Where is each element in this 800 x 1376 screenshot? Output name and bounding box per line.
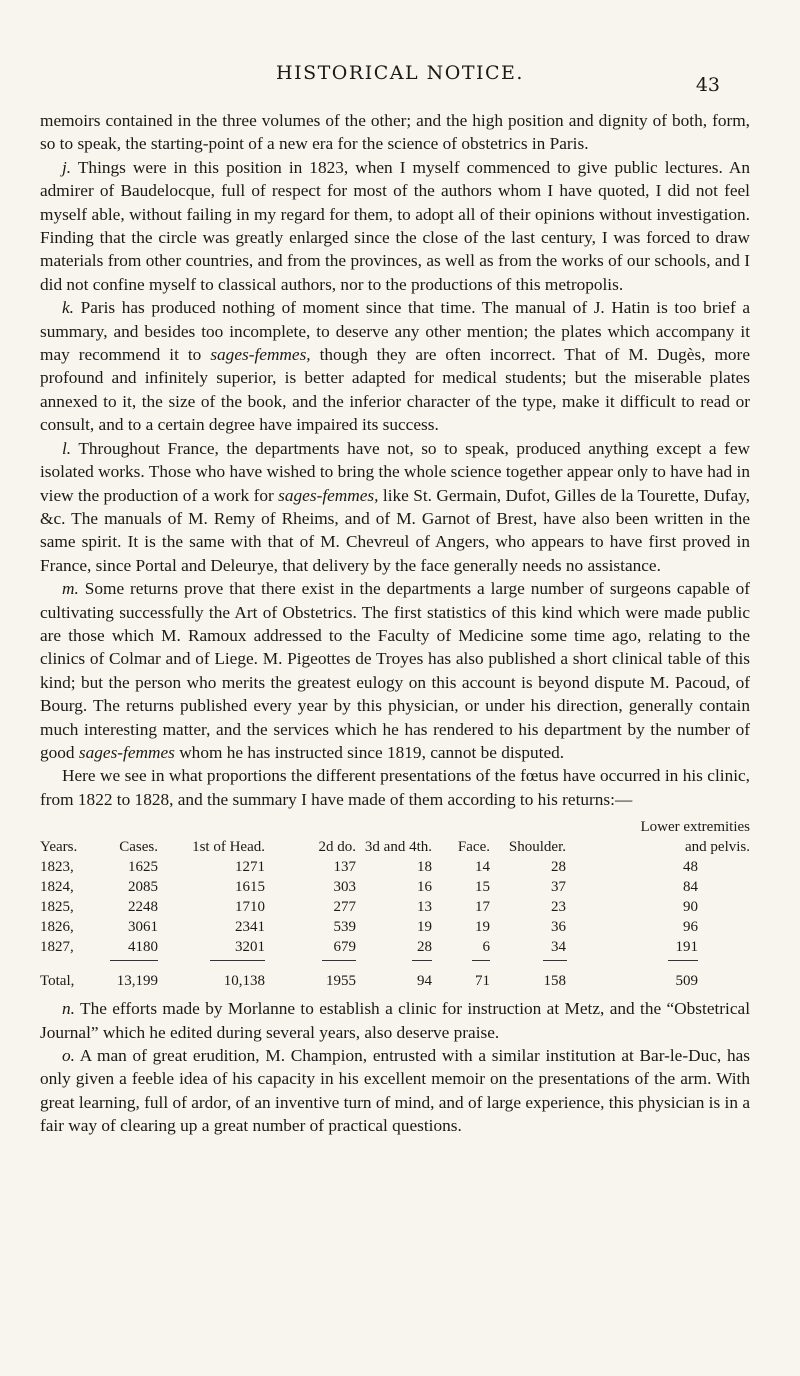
- rule-line: [472, 960, 490, 961]
- paragraph-l: l. Throughout France, the departments have not, so to speak, produced anything except a few isolated works. Those who have wished to bring the whole science together appear only to have had in view the production of a work for sages-femmes, like St. Germain, Dufot, Gilles de la Tourette, Dufay, &c. The manuals of M. Remy of Rheims, and of M. Garnot of Brest, have also been written in the same spirit. It is the same with that of M. Chevreul of Angers, who appears to have first proved in France, since Portal and Deleurye, that delivery by the face generally needs no assistance.: [40, 438, 750, 575]
- rule-line: [412, 960, 432, 961]
- page-number: 43: [695, 74, 720, 96]
- paragraph-k: k. Paris has produced nothing of moment since that time. The manual of J. Hatin is too brief a summary, and besides too incomplete, to deserve any other mention; the plates which accompany it may recommend it to sages-femmes, though they are often incorrect. That of M. Dugès, more profound and infinitely superior, is better adapted for medical students; but the miserable plates annexed to it, the size of the book, and the inferior character of the type, make it difficult to read or consult, and to a certain degree have impaired its success.: [40, 298, 750, 435]
- paragraph-label: n.: [62, 999, 75, 1019]
- table-cell: 36: [551, 919, 566, 936]
- table-cell: 16: [417, 879, 432, 896]
- table-total-rules: [40, 957, 750, 965]
- paragraph-m-continued: Here we see in what proportions the different presentations of the fœtus have occurred in his clinic, from 1822 to 1828, and the summary I have made of them according to his returns:—: [40, 766, 750, 809]
- table-cell: 90: [683, 899, 698, 916]
- rule-line: [322, 960, 356, 961]
- rule-line: [110, 960, 158, 961]
- table-row: [40, 937, 750, 957]
- table-cell: 84: [683, 879, 698, 896]
- paragraph-m: m. Some returns prove that there exist in the departments a large number of surgeons capable of cultivating successfully the Art of Obstetrics. The first statistics of this kind which were made public are those which M. Ramoux addressed to the Faculty of Medicine some time ago, relating to the clinics of Colmar and of Liege. M. Pigeottes de Troyes has also published a short clinical table of this kind; but the person who merits the greatest eulogy on this account is beyond dispute M. Pacoud, of Bourg. The returns published every year by this physician, or under his direction, generally contain much interesting matter, and the services which he has rendered to his department by the number of good sages-femmes whom he has instructed since 1819, cannot be disputed.: [40, 579, 750, 762]
- table-cell: 1827,: [40, 939, 74, 956]
- table-cell: 6: [482, 939, 490, 956]
- table-cell: 191: [675, 939, 698, 956]
- paragraph-label: l.: [62, 438, 72, 458]
- table-cell: 28: [551, 859, 566, 876]
- table-cell: 34: [551, 939, 566, 956]
- rule-line: [668, 960, 698, 961]
- table-cell: 71: [475, 973, 490, 990]
- table-cell: 4180: [128, 939, 158, 956]
- rule-line: [210, 960, 265, 961]
- table-cell: 1824,: [40, 879, 74, 896]
- rule-line: [543, 960, 567, 961]
- table-cell: 3201: [235, 939, 265, 956]
- table-row: [40, 857, 750, 877]
- column-header: 1st of Head.: [192, 839, 265, 856]
- table-cell: 2085: [128, 879, 158, 896]
- table-cell: 13: [417, 899, 432, 916]
- table-cell: 17: [475, 899, 490, 916]
- table-cell: 96: [683, 919, 698, 936]
- table-cell: 18: [417, 859, 432, 876]
- paragraph-o: o. A man of great erudition, M. Champion, entrusted with a similar institution at Bar-le-Duc, has only given a feeble idea of his capacity in his excellent memoir on the presentations of the arm. With great learning, full of ardor, of an inventive turn of mind, and of large experience, this physician is in a fair way of clearing up a great number of practical questions.: [40, 1046, 750, 1136]
- table-cell: 1826,: [40, 919, 74, 936]
- table-cell: 2248: [128, 899, 158, 916]
- paragraph-label: m.: [62, 579, 79, 599]
- table-cell: 679: [333, 939, 356, 956]
- table-cell: 158: [543, 973, 566, 990]
- column-header: Cases.: [119, 839, 158, 856]
- table-cell: 1271: [235, 859, 265, 876]
- table-cell: 94: [417, 973, 432, 990]
- column-header: Face.: [457, 839, 490, 856]
- paragraph-label: o.: [62, 1046, 75, 1065]
- table-cell: 1825,: [40, 899, 74, 916]
- paragraph-n: n. The efforts made by Morlanne to establish a clinic for instruction at Metz, and the “Obstetrical Journal” which he edited during several years, also deserve praise.: [40, 999, 750, 1042]
- column-header: 2d do.: [318, 839, 356, 856]
- table-header-top: [40, 817, 750, 837]
- column-header: and pelvis.: [685, 839, 750, 856]
- table-cell: Total,: [40, 973, 75, 990]
- running-title: HISTORICAL NOTICE.: [276, 62, 524, 84]
- table-cell: 303: [333, 879, 356, 896]
- table-cell: 137: [333, 859, 356, 876]
- table-cell: 48: [683, 859, 698, 876]
- paragraph-label: k.: [62, 298, 74, 318]
- column-header: Years.: [40, 839, 78, 856]
- table-cell: 10,138: [223, 973, 265, 990]
- table-cell: 2341: [235, 919, 265, 936]
- table-cell: 277: [333, 899, 356, 916]
- column-header: Shoulder.: [508, 839, 566, 856]
- table-cell: 37: [551, 879, 566, 896]
- body-text: [40, 109, 750, 1138]
- table-cell: 1625: [128, 859, 158, 876]
- table-cell: 1710: [235, 899, 265, 916]
- column-header-lower-extremities: Lower extremities: [640, 819, 750, 836]
- table-row: [40, 877, 750, 897]
- table-header-row: [40, 837, 750, 857]
- table-cell: 28: [417, 939, 432, 956]
- table-cell: 19: [417, 919, 432, 936]
- table-cell: 539: [333, 919, 356, 936]
- table-cell: 3061: [128, 919, 158, 936]
- table-cell: 1955: [326, 973, 356, 990]
- table-cell: 509: [675, 973, 698, 990]
- table-cell: 14: [475, 859, 490, 876]
- table-row: [40, 897, 750, 917]
- table-cell: 15: [475, 879, 490, 896]
- table-cell: 1615: [235, 879, 265, 896]
- table-cell: 19: [475, 919, 490, 936]
- column-header: 3d and 4th.: [364, 839, 432, 856]
- table-cell: 13,199: [116, 973, 158, 990]
- presentations-table: [40, 817, 750, 993]
- paragraph-j: j. Things were in this position in 1823, when I myself commenced to give public lectures. An admirer of Baudelocque, full of respect for most of the authors whom I have quoted, I did not feel myself able, without failing in my regard for them, to adopt all of their opinions without investigation. Finding that the circle was greatly enlarged since the close of the last century, I was forced to draw materials from other countries, and from the provinces, as well as from the works of our schools, and I did not confine myself to classical authors, nor to the productions of this metropolis.: [40, 157, 750, 294]
- table-cell: 1823,: [40, 859, 74, 876]
- paragraph-intro: memoirs contained in the three volumes of the other; and the high position and dignity of both, form, so to speak, the starting-point of a new era for the science of obstetrics in Paris.: [40, 111, 750, 154]
- table-cell: 23: [551, 899, 566, 916]
- table-total-row: [40, 971, 750, 993]
- table-row: [40, 917, 750, 937]
- paragraph-label: j.: [62, 157, 72, 177]
